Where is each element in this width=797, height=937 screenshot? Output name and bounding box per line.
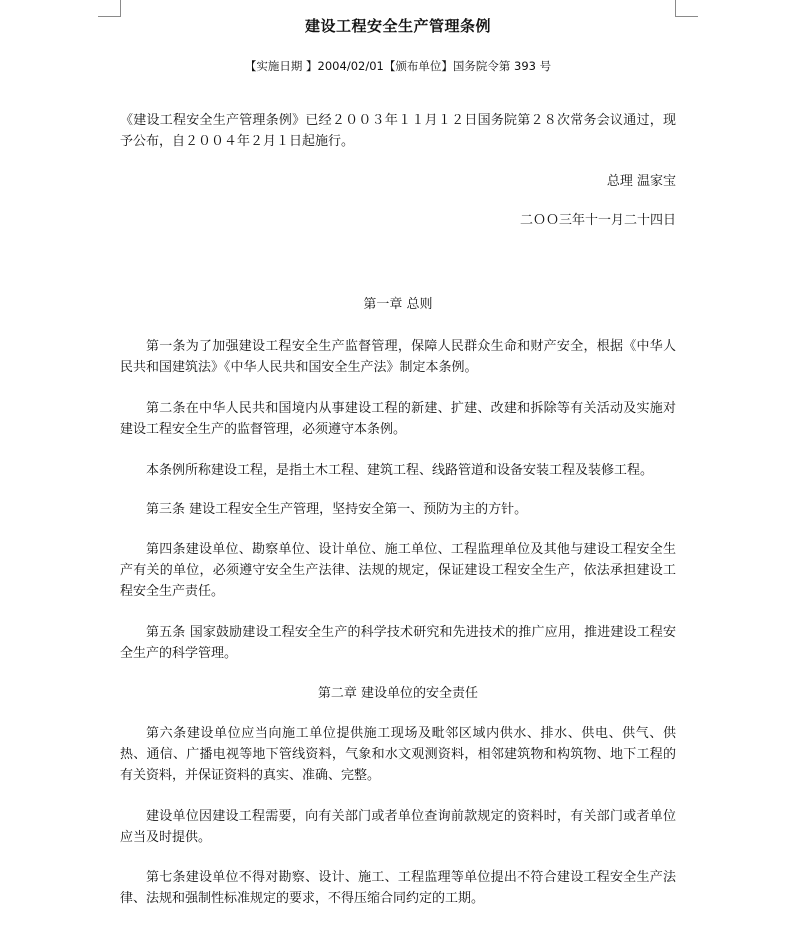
document-meta xyxy=(120,58,676,74)
page-corner-mark-left xyxy=(98,0,121,17)
article-6-note: 建设单位因建设工程需要，向有关部门或者单位查询前款规定的资料时，有关部门或者单位应当及时提供。 xyxy=(120,809,676,845)
article-3: 第三条 建设工程安全生产管理，坚持安全第一、预防为主的方针。 xyxy=(146,502,528,517)
sign-date: 二ＯＯ三年十一月二十四日 xyxy=(519,213,676,228)
page-corner-mark-right xyxy=(675,0,698,17)
article-7: 第七条建设单位不得对勘察、设计、施工、工程监理等单位提出不符合建设工程安全生产法律、法规和强制性标准规定的要求，不得压缩合同约定的工期。 xyxy=(120,870,676,906)
document-page xyxy=(120,0,676,909)
chapter-2-title: 第二章 建设单位的安全责任 xyxy=(317,686,479,701)
effective-date: 2004/02/01 xyxy=(317,59,384,73)
signature: 总理 温家宝 xyxy=(606,174,676,189)
article-1: 第一条为了加强建设工程安全生产监督管理，保障人民群众生命和财产安全，根据《中华人民共和国建筑法》《中华人民共和国安全生产法》制定本条例。 xyxy=(120,339,676,375)
issuer: 国务院令第 393 号 xyxy=(452,59,552,73)
article-5: 第五条 国家鼓励建设工程安全生产的科学技术研究和先进技术的推广应用，推进建设工程安全生产的科学管理。 xyxy=(120,625,676,661)
effective-date-label: 【实施日期 】 xyxy=(244,59,318,73)
document-title: 建设工程安全生产管理条例 xyxy=(304,17,491,35)
chapter-1-title: 第一章 总则 xyxy=(363,297,433,312)
article-4: 第四条建设单位、勘察单位、设计单位、施工单位、工程监理单位及其他与建设工程安全生产有关的单位，必须遵守安全生产法律、法规的规定，保证建设工程安全生产，依法承担建设工程安全生产责任。 xyxy=(120,542,676,599)
article-6: 第六条建设单位应当向施工单位提供施工现场及毗邻区域内供水、排水、供电、供气、供热、通信、广播电视等地下管线资料，气象和水文观测资料，相邻建筑物和构筑物、地下工程的有关资料，并保证资料的真实、准确、完整。 xyxy=(120,726,676,783)
issuer-label: 【颁布单位】 xyxy=(383,59,453,73)
article-2: 第二条在中华人民共和国境内从事建设工程的新建、扩建、改建和拆除等有关活动及实施对建设工程安全生产的监督管理，必须遵守本条例。 xyxy=(120,401,676,437)
preamble: 《建设工程安全生产管理条例》已经２００３年１１月１２日国务院第２８次常务会议通过，现予公布，自２００４年２月１日起施行。 xyxy=(120,113,676,149)
article-2-note: 本条例所称建设工程，是指土木工程、建筑工程、线路管道和设备安装工程及装修工程。 xyxy=(146,463,654,478)
